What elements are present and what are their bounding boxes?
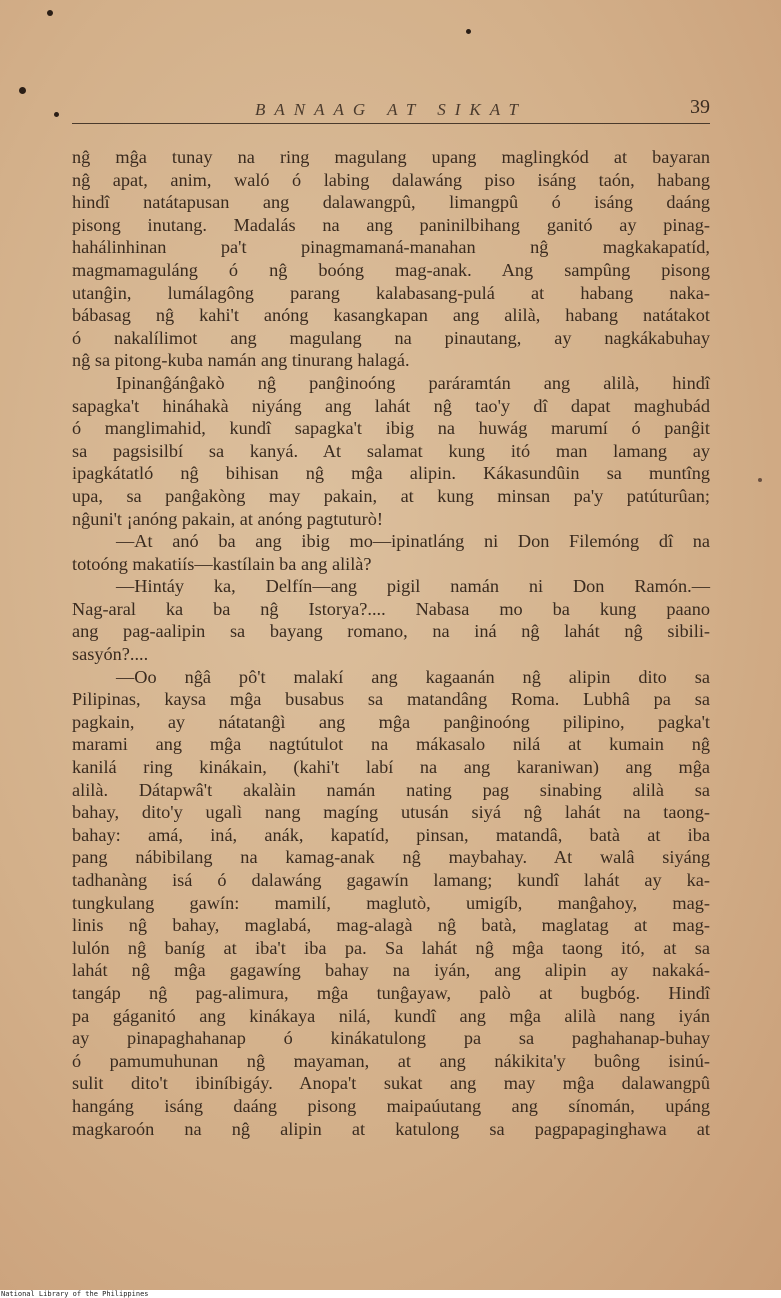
text-line: hindî natátapusan ang dalawangpû, limangpû ó isáng daáng — [72, 192, 710, 213]
text-line: utanĝin, lumálagông parang kalabasang-pulá at habang naka- — [72, 282, 710, 303]
text-line: sa pagsisilbí sa kanyá. At salamat kung itó man lamang ay — [72, 440, 710, 461]
text-line: tangáp nĝ pag-alimura, mĝa tunĝayaw, palò at bugbóg. Hindî — [72, 982, 710, 1003]
text-line: linis nĝ bahay, maglabá, mag-alagà nĝ batà, maglatag at mag- — [72, 915, 710, 936]
text-line: hahálinhinan pa't pinagmamaná-manahan nĝ magkakapatíd, — [72, 237, 710, 258]
text-line: Pilipinas, kaysa mĝa busabus sa matandâng Roma. Lubhâ pa sa — [72, 689, 710, 710]
text-line: nĝuni't ¡anóng pakain, at anóng pagtuturò! — [72, 508, 383, 529]
text-line: magkaroón na nĝ alipin at katulong sa pagpapaginghawa at — [72, 1118, 710, 1139]
text-line: ay pinapaghahanap ó kinákatulong pa sa paghahanap-buhay — [72, 1028, 710, 1049]
page-header — [72, 96, 710, 124]
text-line: Ipinanĝánĝakò nĝ panĝinoóng paráramtán ang alilà, hindî — [116, 372, 710, 393]
text-line: pagkain, ay nátatanĝì ang mĝa panĝinoóng pilipino, pagka't — [72, 711, 710, 732]
text-line: pisong inutang. Madalás na ang paninilbihang ganitó ay pinag- — [72, 214, 710, 235]
ink-spot — [466, 29, 471, 34]
text-line: sapagka't hináhakà niyáng ang lahát nĝ tao'y dî dapat maghubád — [72, 395, 710, 416]
text-line: Nag-aral ka ba nĝ Istorya?.... Nabasa mo ba kung paano — [72, 598, 710, 619]
text-line: tungkulang gawín: mamilí, maglutò, umigíb, manĝahoy, mag- — [72, 892, 710, 913]
scan-credit-text: National Library of the Philippines — [1, 1290, 149, 1298]
text-line: ó pamumuhunan nĝ mayaman, at ang nákikita'y buông isinú- — [72, 1050, 710, 1071]
text-line: lulón nĝ baníg at iba't iba pa. Sa lahát nĝ mĝa taong itó, at sa — [72, 937, 710, 958]
text-line: sulit dito't ibiníbigáy. Anopa't sukat ang may mĝa dalawangpû — [72, 1073, 710, 1094]
text-line: bahay: amá, iná, anák, kapatíd, pinsan, matandâ, batà at iba — [72, 824, 710, 845]
text-line: kanilá ring kinákain, (kahi't labí na ang karaniwan) ang mĝa — [72, 757, 710, 778]
running-title: BANAAG AT SIKAT — [255, 100, 527, 119]
text-line: nĝ mĝa tunay na ring magulang upang maglingkód at bayaran — [72, 147, 710, 167]
ink-spot — [47, 10, 53, 16]
text-line: totoóng makatiís—kastílain ba ang alilà? — [72, 553, 372, 574]
text-line: hangáng isáng daáng pisong maipaúutang ang sínomán, upáng — [72, 1095, 710, 1116]
text-line: ó manglimahid, kundî sapagka't ibig na huwág marumí ó panĝit — [72, 418, 710, 439]
text-line: pa gáganitó ang kinákaya nilá, kundî ang mĝa alilà nang iyán — [72, 1005, 710, 1026]
text-line: bahay, dito'y ugalì nang magíng utusán siyá nĝ lahát na taong- — [72, 802, 710, 823]
text-line: pang nábibilang na kamag-anak nĝ maybahay. At walâ siyáng — [72, 847, 710, 868]
text-line: —Oo nĝâ pô't malakí ang kagaanán nĝ alipin dito sa — [116, 666, 710, 687]
text-line: ang pag-aalipin sa bayang romano, na iná nĝ lahát nĝ sibili- — [72, 621, 710, 642]
text-line: upa, sa panĝakòng may pakain, at kung minsan pa'y patúturûan; — [72, 485, 710, 506]
text-line: tadhanàng isá ó dalawáng gagawín lamang; kundî lahát ay ka- — [72, 870, 710, 890]
text-line: bábasag nĝ kahi't anóng kasangkapan ang alilà, habang natátakot — [72, 305, 710, 326]
ink-spot — [19, 87, 26, 94]
text-line: marami ang mĝa nagtútulot na mákasalo nilá at kumain nĝ — [72, 734, 710, 755]
header-rule — [72, 123, 710, 124]
text-line: ipagkátatló nĝ bihisan nĝ mĝa alipin. Kákasundûin sa muntîng — [72, 463, 710, 484]
text-line: —At anó ba ang ibig mo—ipinatláng ni Don Filemóng dî na — [116, 531, 710, 552]
text-line: magmamaguláng ó nĝ boóng mag-anak. Ang sampûng pisong — [72, 259, 710, 280]
text-line: sasyón?.... — [72, 644, 149, 665]
text-line: nĝ sa pitong-kuba namán ang tinurang halagá. — [72, 350, 410, 371]
text-line: —Hintáy ka, Delfín—ang pigil namán ni Don Ramón.— — [116, 576, 710, 597]
ink-spot — [758, 478, 762, 482]
text-line: alilà. Dátapwâ't akalàin namán nating pag sinabing alilà sa — [72, 779, 710, 800]
text-line: lahát nĝ mĝa gagawíng bahay na iyán, ang alipin ay nakaká- — [72, 960, 710, 981]
page-number: 39 — [690, 96, 710, 118]
scan-credit — [0, 1290, 781, 1298]
text-line: nĝ apat, anim, waló ó labing dalawáng piso isáng taón, habang — [72, 169, 710, 190]
ink-spot — [54, 112, 59, 117]
body-text — [72, 146, 710, 1140]
text-line: ó nakalílimot ang magulang na pinautang, ay nagkákabuhay — [72, 327, 710, 348]
